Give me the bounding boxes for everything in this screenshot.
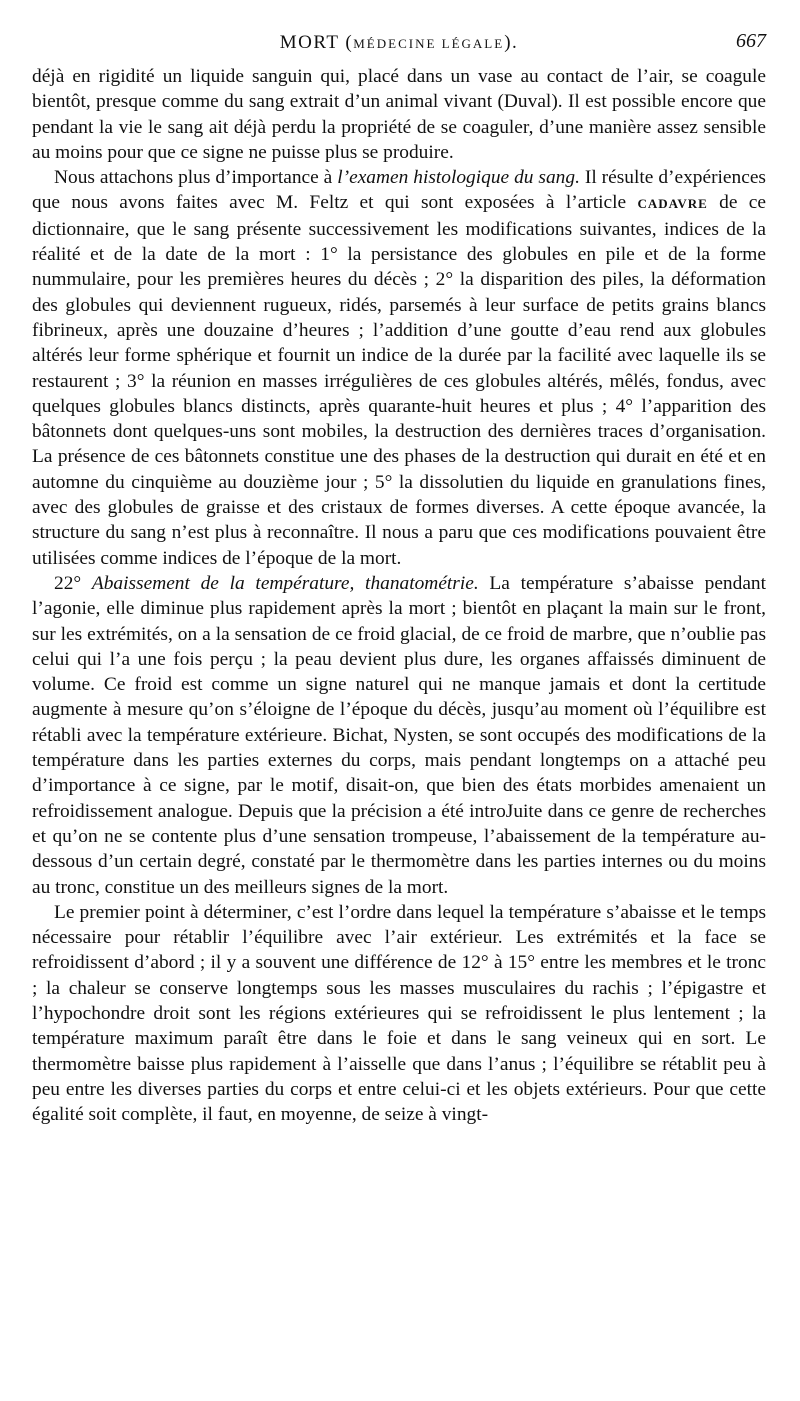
paragraph-cooling-order: Le premier point à déterminer, c’est l’ordre dans lequel la température s’abaisse et le temps nécessaire pour rétablir l’équilibre avec l’air extérieur. Les extrémités et la face se refroidissent d’abord ; il y a souvent une différence de 12° à 15° entre les membres et le tronc ; la chaleur se conserve longtemps sous les masses musculaires du rachis ; l’épigastre et l’hypochondre droit sont les régions extérieures qui se refroidissent le plus lentement ; la température maximum paraît être dans le foie et dans le sang veineux qui en sort. Le thermomètre baisse plus rapidement à l’aisselle que dans l’anus ; l’équilibre se rétablit peu à peu entre les diverses parties du corps et entre celui-ci et les objets extérieurs. Pour que cette égalité soit complète, il faut, en moyenne, de seize à vingt- bbox=[32, 901, 766, 1126]
cross-reference-cadavre: CADAVRE bbox=[637, 196, 708, 212]
emphasis-histology: l’examen histologique du sang. bbox=[337, 167, 580, 189]
paragraph-temperature bbox=[32, 571, 766, 900]
running-title-end: ). bbox=[504, 32, 519, 53]
paragraph-continued: déjà en rigidité un liquide sanguin qui, placé dans un vase au contact de l’air, se coagule bientôt, presque comme du sang extrait d’un animal vivant (Duval). Il est possible encore que pendant la vie le sang ait déjà perdu la propriété de se coaguler, d’une manière assez sensible au moins pour que ce signe ne puisse plus se produire. bbox=[32, 66, 766, 163]
paragraph-histology-rest: de ce dictionnaire, que le sang présente successivement les modifications suivantes, indices de la réalité et de la date de la mort : 1° la persistance des globules en pile et de la forme nummulaire, pour les premières heures du décès ; 2° la disparition des piles, la déformation des globules qui deviennent rugueux, ridés, parsemés à leur surface de petits grains blancs fibrineux, après une douzaine d’heures ; l’addition d’une goutte d’eau rend aux globules altérés leur forme sphérique et fournit un indice de la durée par la facilité avec laquelle ils se restaurent ; 3° la réunion en masses irrégulières de ces globules altérés, mêlés, fondus, avec quelques globules blancs distincts, après quarante-huit heures et plus ; 4° l’apparition des bâtonnets dont quelques-uns sont mobiles, la destruction des dernières traces d’organisation. La présence de ces bâtonnets constitue une des phases de la destruction qui durait en été et en automne du cinquième au douzième jour ; 5° la dissolutien du liquide en granulations fines, avec des globules de graisse et des cristaux de formes diverses. A cette époque avancée, la structure du sang n’est plus à reconnaître. Il nous a paru que ces modifications pouvaient être utilisées comme indices de l’époque de la mort. bbox=[32, 192, 766, 569]
page-number: 667 bbox=[736, 30, 766, 52]
page-header bbox=[32, 28, 766, 58]
section-number: 22° bbox=[54, 572, 92, 594]
running-title-main: MORT ( bbox=[279, 32, 354, 53]
running-title bbox=[32, 32, 766, 54]
section-heading: Abaissement de la température, thanatométrie. bbox=[91, 572, 479, 594]
body-text bbox=[32, 64, 766, 1127]
paragraph-histology-text: Il résulte d’expériences que nous avons faites avec M. Feltz et qui sont exposées à l’article bbox=[32, 167, 766, 214]
paragraph-histology-intro: Nous attachons plus d’importance à bbox=[54, 167, 338, 189]
running-title-subject: MÉDECINE LÉGALE bbox=[353, 36, 505, 51]
paragraph-histology bbox=[32, 165, 766, 571]
paragraph-temperature-text: La température s’abaisse pendant l’agonie, elle diminue plus rapidement après la mort ; bientôt en plaçant la main sur le front, sur les extrémités, on a la sensation de ce froid glacial, de ce froid de marbre, que n’oublie pas celui qui l’a une fois perçu ; la peau devient plus dure, les organes affaissés diminuent de volume. Ce froid est comme un signe naturel qui ne manque jamais et dont la certitude augmente à mesure qu’on s’éloigne de l’époque du décès, jusqu’au moment où l’équilibre est rétabli avec la température extérieure. Bichat, Nysten, se sont occupés des modifications de la température dans les parties externes du corps, mais pendant longtemps on a attaché peu d’importance à ce signe, par le motif, disait-on, que bien des états morbides amenaient un refroidissement analogue. Depuis que la précision a été introJuite dans ce genre de recherches et qu’on ne se contente plus d’une sensation trompeuse, l’abaissement de la température au-dessous d’un certain degré, constaté par le thermomètre dans les parties internes ou du moins au tronc, constitue un des meilleurs signes de la mort. bbox=[32, 572, 767, 898]
